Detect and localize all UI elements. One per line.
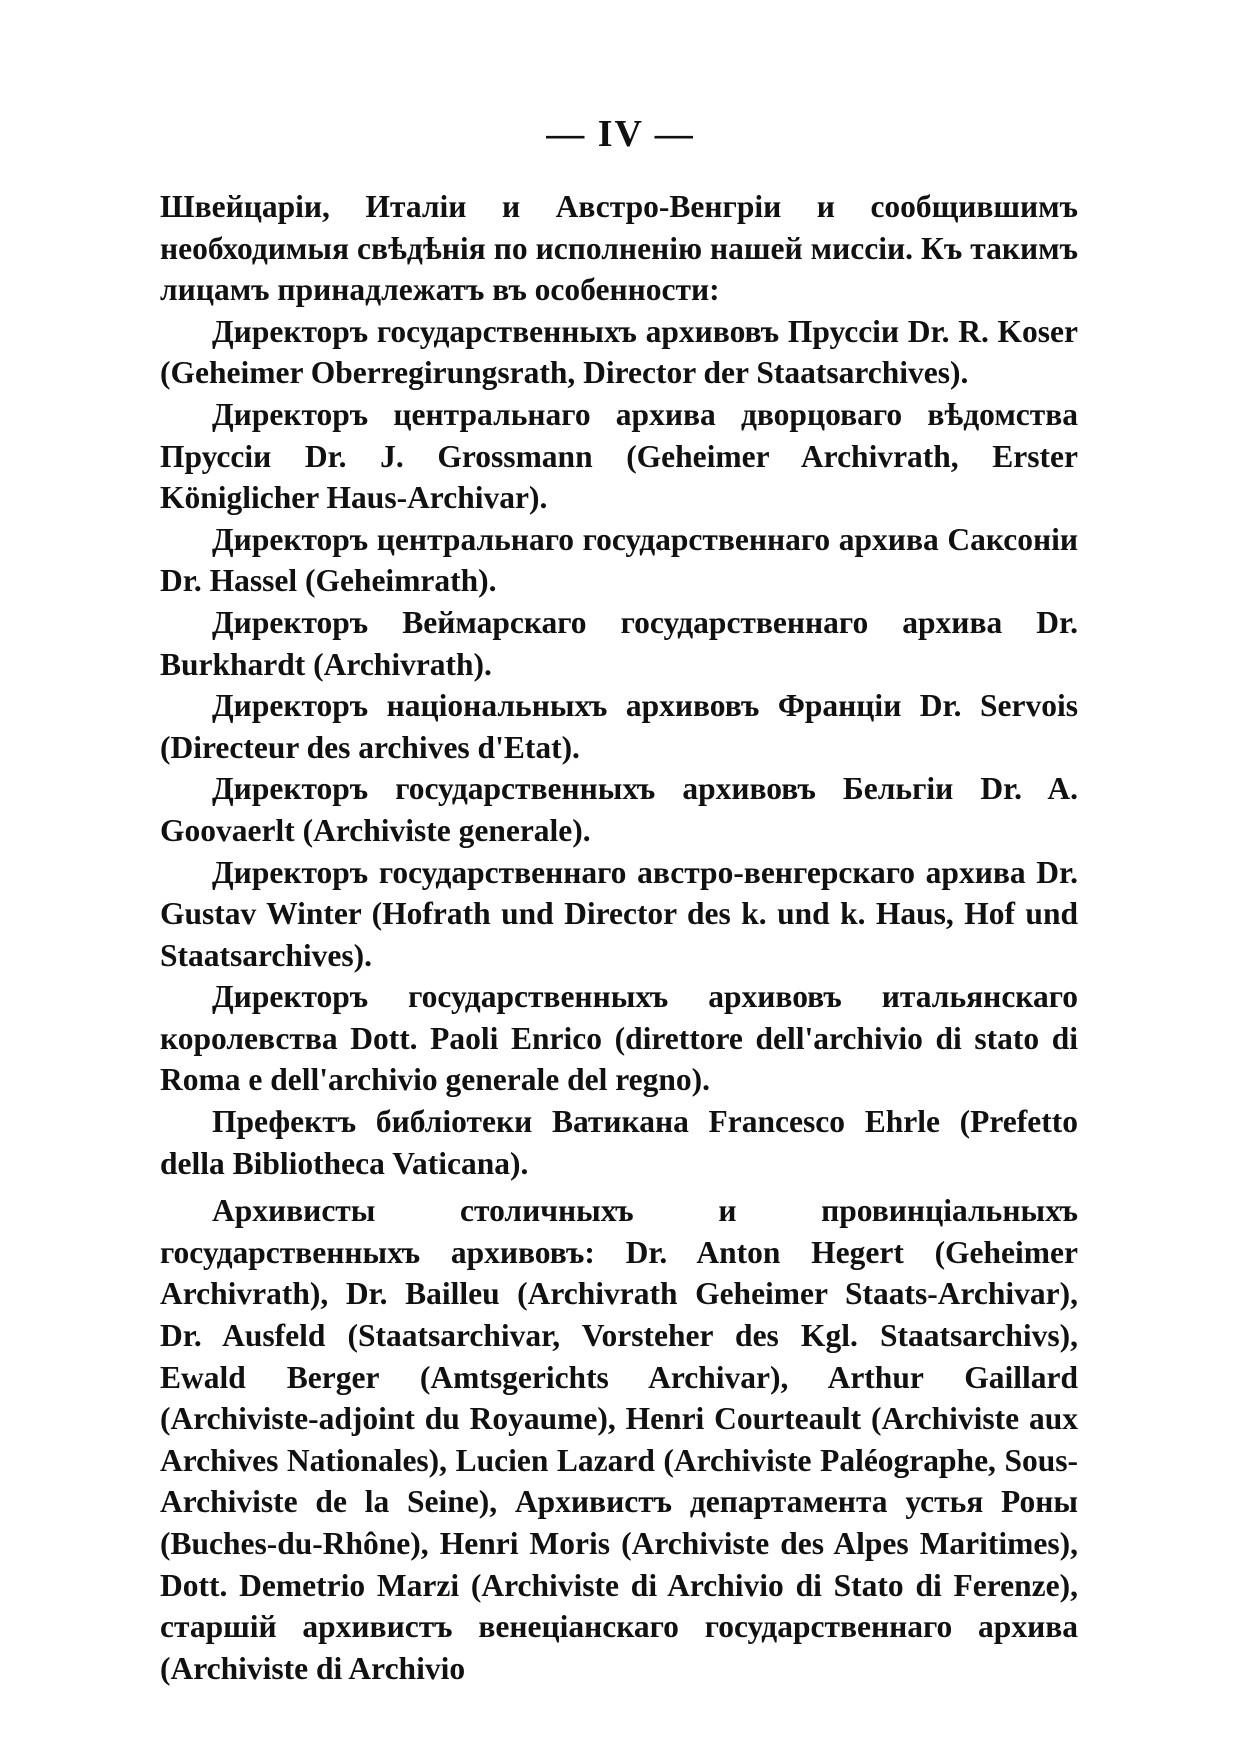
- paragraph-entry-austria-winter: Директоръ государственнаго австро-венгерскаго архива Dr. Gustav Winter (Hofrath und Director des k. und k. Haus, Hof und Staatsarchives).: [160, 854, 1078, 973]
- paragraph-entry-france-servois: Директоръ національныхъ архивовъ Франціи Dr. Servois (Directeur des archives d'Etat).: [160, 688, 1078, 765]
- paragraph-intro: Швейцаріи, Италіи и Австро-Венгріи и сообщившимъ необходимыя свѣдѣнія по исполненію нашей миссіи. Къ такимъ лицамъ принадлежатъ въ особенности:: [160, 189, 1078, 308]
- paragraph-entry-weimar-burkhardt: Директоръ Веймарскаго государственнаго архива Dr. Burkhardt (Archivrath).: [160, 604, 1078, 682]
- body-text: [160, 186, 1078, 1689]
- page-number: — IV —: [546, 113, 695, 155]
- paragraph-entry-vatican-ehrle: Префектъ библіотеки Ватикана Francesco Ehrle (Prefetto della Bibliotheca Vaticana).: [160, 1104, 1078, 1181]
- paragraph-entry-belgium-goovaerlt: Директоръ государственныхъ архивовъ Бельгіи Dr. A. Goovaerlt (Archiviste generale).: [160, 771, 1078, 848]
- paragraph-entry-italy-paoli: Директоръ государственныхъ архивовъ итальянскаго королевства Dott. Paoli Enrico (direttore dell'archivio di stato di Roma e dell'archivio generale del regno).: [160, 979, 1078, 1098]
- paragraph-entry-prussia-grossmann: Директоръ центральнаго архива дворцоваго вѣдомства Пруссіи Dr. J. Grossmann (Geheimer Archivrath, Erster Königlicher Haus-Archivar).: [160, 396, 1078, 516]
- paragraph-archivists: Архивисты столичныхъ и провинціальныхъ государственныхъ архивовъ: Dr. Anton Hegert (Geheimer Archivrath), Dr. Bailleu (Archivrath Geheimer Staats-Archivar), Dr. Ausfeld (Staatsarchivar, Vorsteher des Kgl. Staatsarchivs), Ewald Berger (Amtsgerichts Archivar), Arthur Gaillard (Archiviste-adjoint du Royaume), Henri Courteault (Archiviste aux Archives Nationales), Lucien Lazard (Archiviste Paléographe, Sous-Archiviste de la Seine), Архивистъ департамента устья Роны (Buches-du-Rhône), Henri Moris (Archiviste des Alpes Maritimes), Dott. Demetrio Marzi (Archiviste di Archivio di Stato di Ferenze), старшій архивистъ венеціанскаго государственнаго архива (Archiviste di Archivio: [160, 1193, 1078, 1686]
- paragraph-entry-prussia-koser: Директоръ государственныхъ архивовъ Пруссіи Dr. R. Koser (Geheimer Oberregirungsrath, Director der Staatsarchives).: [160, 313, 1078, 391]
- paragraph-entry-saxony-hassel: Директоръ центральнаго государственнаго архива Саксоніи Dr. Hassel (Geheimrath).: [160, 521, 1078, 599]
